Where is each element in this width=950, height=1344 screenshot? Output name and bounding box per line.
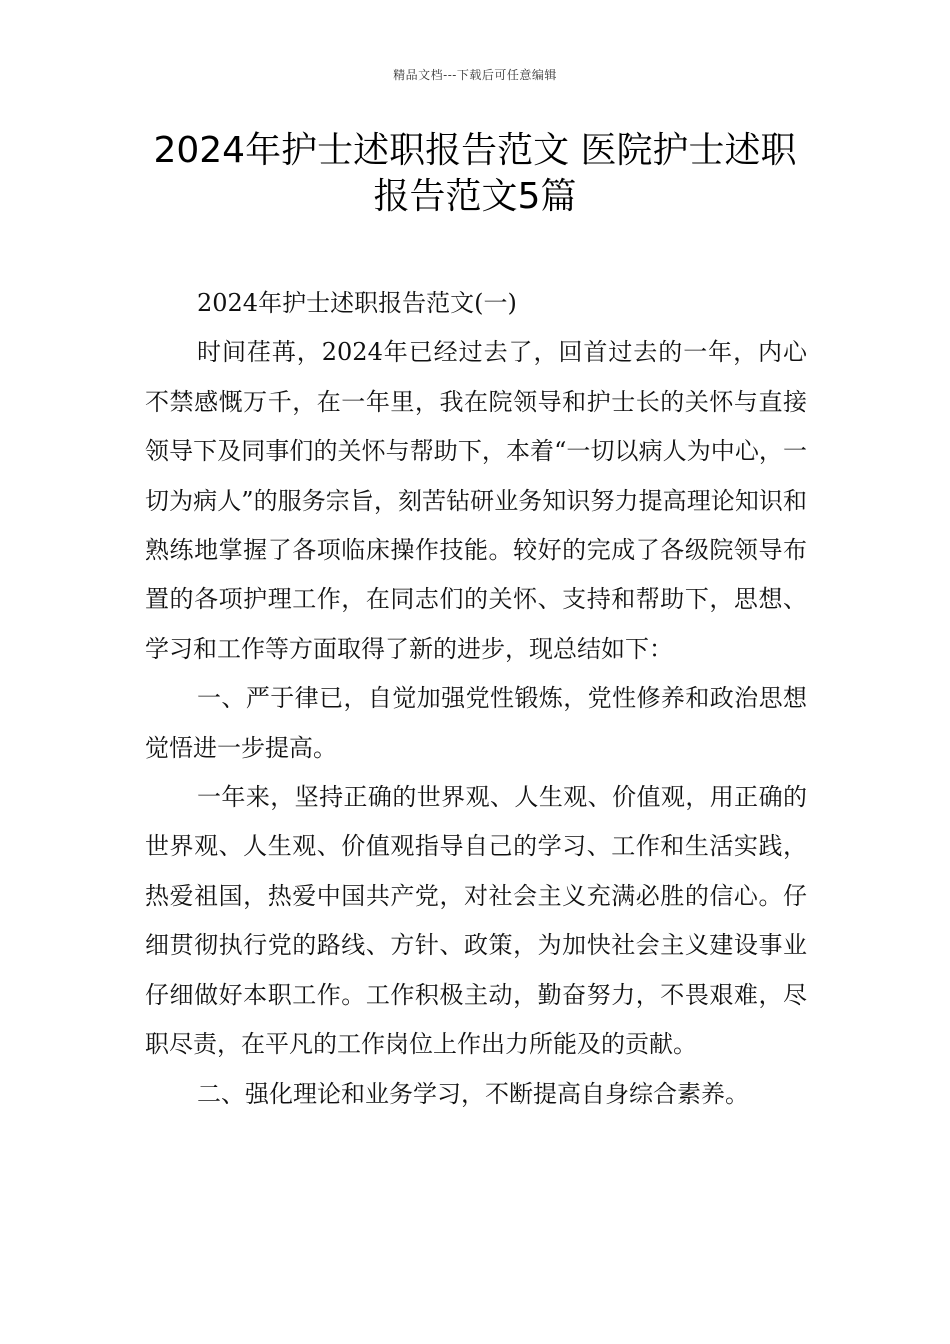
section-heading: 2024年护士述职报告范文(一) bbox=[197, 289, 517, 317]
document-body bbox=[145, 279, 807, 1119]
section-heading: 一、严于律已，自觉加强党性锻炼，党性修养和政治思想觉悟进一步提高。 bbox=[145, 684, 807, 762]
body-paragraph: 一年来，坚持正确的世界观、人生观、价值观，用正确的世界观、人生观、价值观指导自己的学习、工作和生活实践，热爱祖国，热爱中国共产党，对社会主义充满必胜的信心。仔细贯彻执行党的路线、方针、政策，为加快社会主义建设事业仔细做好本职工作。工作积极主动，勤奋努力，不畏艰难，尽职尽责，在平凡的工作岗位上作出力所能及的贡献。 bbox=[145, 783, 807, 1059]
body-paragraph: 时间荏苒，2024年已经过去了，回首过去的一年，内心不禁感慨万千，在一年里，我在院领导和护士长的关怀与直接领导下及同事们的关怀与帮助下，本着“一切以病人为中心，一切为病人”的服务宗旨，刻苦钻研业务知识努力提高理论知识和熟练地掌握了各项临床操作技能。较好的完成了各级院领导布置的各项护理工作，在同志们的关怀、支持和帮助下，思想、学习和工作等方面取得了新的进步，现总结如下： bbox=[145, 338, 807, 663]
header-note: 精品文档---下载后可任意编辑 bbox=[393, 68, 557, 82]
document-title: 2024年护士述职报告范文 医院护士述职报告范文5篇 bbox=[153, 130, 797, 217]
section-heading: 二、强化理论和业务学习，不断提高自身综合素养。 bbox=[197, 1079, 749, 1108]
